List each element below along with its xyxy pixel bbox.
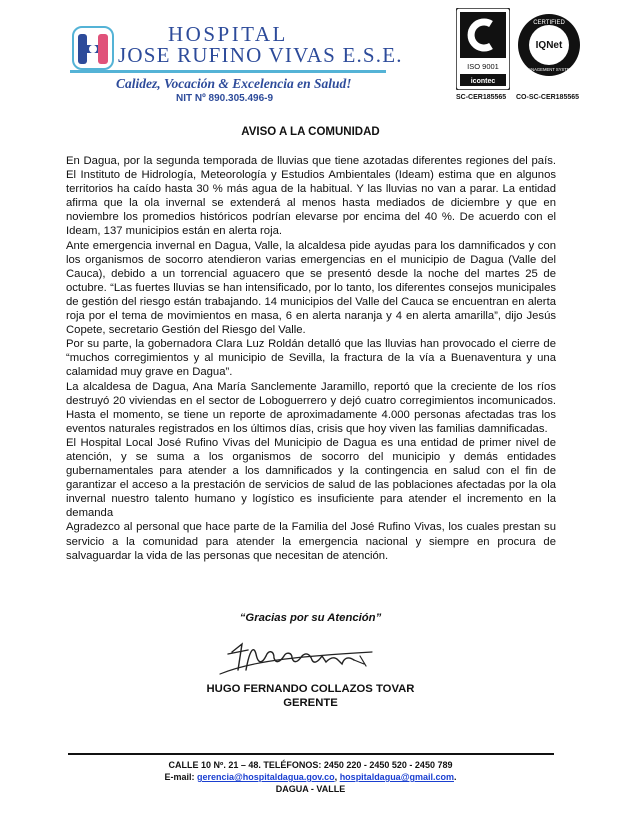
hospital-nit: NIT Nº 890.305.496-9 xyxy=(176,93,274,104)
icontec-cert-code: SC-CER185565 xyxy=(456,94,507,101)
email-end: . xyxy=(453,772,457,782)
footer-email-line xyxy=(0,772,621,782)
notice-body xyxy=(66,154,556,563)
iqnet-brand: IQNet xyxy=(535,40,563,51)
signer-name: HUGO FERNANDO COLLAZOS TOVAR xyxy=(206,683,415,695)
email-separator: , xyxy=(334,772,338,782)
signer-role: GERENTE xyxy=(283,697,338,709)
hospital-name-line1: HOSPITAL xyxy=(168,22,288,46)
hospital-tagline: Calidez, Vocación & Excelencia en Salud! xyxy=(116,76,352,91)
handwritten-signature xyxy=(214,630,384,682)
email-link-gerencia[interactable]: gerencia@hospitaldagua.gov.co xyxy=(197,772,335,782)
hospital-name-line2: JOSE RUFINO VIVAS E.S.E. xyxy=(118,43,403,67)
iqnet-logo-icon xyxy=(516,12,582,78)
iso-label: ISO 9001 xyxy=(467,62,499,71)
closing-thanks: “Gracias por su Atención” xyxy=(239,612,382,624)
footer-city: DAGUA - VALLE xyxy=(275,784,346,794)
email-label: E-mail: xyxy=(164,772,195,782)
icontec-logo-icon xyxy=(456,8,510,90)
hospital-logo-icon xyxy=(72,26,114,70)
notice-paragraph: Agradezco al personal que hace parte de la Familia del José Rufino Vivas, los cuales prestan su servicio a la comunidad para atender la emergencia nacional y siempre en procura de salvaguardar la vida de las personas que necesitan de atención. xyxy=(66,521,556,562)
notice-title: AVISO A LA COMUNIDAD xyxy=(241,126,380,138)
header-rule xyxy=(70,70,386,73)
notice-paragraph: En Dagua, por la segunda temporada de lluvias que tiene azotadas diferentes regiones del país. El Instituto de Hidrología, Meteorología y Estudios Ambientales (Ideam) estima que en algunos territorios ha caído hasta 30 % más agua de la habitual. Y las lluvias no van a parar. La entidad afirma que la ola invernal se extenderá al menos hasta mediados de diciembre y que en noviembre los promedios históricos podrían elevarse por encima del 40 %. De acuerdo con el Ideam, 137 municipios están en alerta roja. xyxy=(66,155,556,238)
notice-paragraph: La alcaldesa de Dagua, Ana María Sanclemente Jaramillo, reportó que la creciente de los ríos destruyó 20 viviendas en el sector de Loboguerrero y dejó cuatro corregimientos incomunicados. Hasta el momento, se tiene un reporte de aproximadamente 4.000 personas afectadas tras los eventos naturales registrados en los últimos días, crisis que hoy viven las familias damnificadas. xyxy=(66,380,556,435)
iqnet-ring-top: CERTIFIED xyxy=(533,20,565,26)
footer-rule xyxy=(68,753,554,755)
iqnet-cert-code: CO-SC-CER185565 xyxy=(516,94,580,101)
icontec-brand: icontec xyxy=(470,78,496,85)
notice-paragraph: Ante emergencia invernal en Dagua, Valle, la alcaldesa pide ayudas para los damnificados y con los organismos de socorro atendieron varias emergencias en el municipio de Dagua (Valle del Cauca), debido a un torrencial aguacero que se presentó desde la noche del martes 25 de octubre. “Las fuertes lluvias se han intensificado, por lo tanto, los diferentes consejos municipales de gestión del riesgo están trabajando. 14 municipios del Valle del Cauca se encuentran en alerta roja por el tema de movimientos en masa, 6 en alerta naranja y 4 en alerta amarilla”, dijo Jesús Copete, secretario Gestión del Riesgo del Valle. xyxy=(66,239,556,337)
iqnet-ring-bottom: MANAGEMENT SYSTEM xyxy=(524,67,574,72)
notice-paragraph: El Hospital Local José Rufino Vivas del Municipio de Dagua es una entidad de primer nivel de atención, y se suma a los organismos de socorro del municipio y demás entidades gubernamentales para atender a los damnificados y la contingencia en salud con el fin de garantizar el acceso a la prestación de servicios de salud de las poblaciones afectadas por la ola invernal nuestro talento humano y logístico es insuficiente para atender el incremento en la demanda xyxy=(66,436,556,520)
notice-paragraph: Por su parte, la gobernadora Clara Luz Roldán detalló que las lluvias han provocado el cierre de “muchos corregimientos y al municipio de Sevilla, la fractura de la vía a Buenaventura y una calamidad muy grave en Dagua”. xyxy=(66,338,556,379)
footer-address: CALLE 10 Nº. 21 – 48. TELÉFONOS: 2450 220 - 2450 520 - 2450 789 xyxy=(168,760,453,770)
email-link-gmail[interactable]: hospitaldagua@gmail.com xyxy=(339,772,454,782)
